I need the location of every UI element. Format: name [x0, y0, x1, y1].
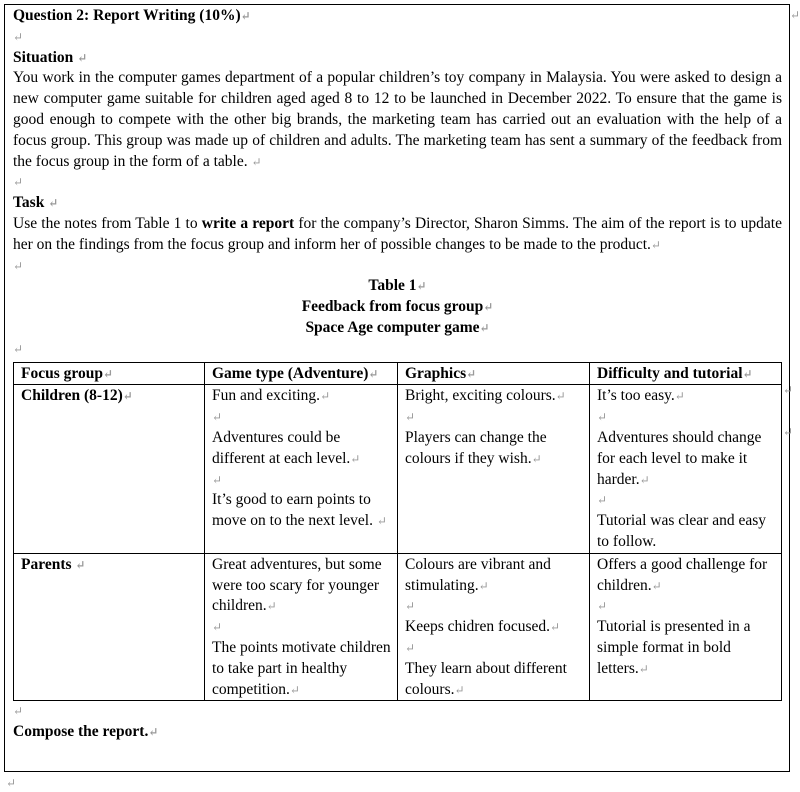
- cell-game-type: Great adventures, but some were too scary for younger children.↵ ↵ The points motivate children to take part in healthy competition.↵: [205, 553, 398, 701]
- task-text: Use the notes from Table 1 to write a report for the company’s Director, Sharon Simms. The aim of the report is to update her on the findings from the focus group and inform her of possible changes to be made to the product.↵: [13, 214, 782, 253]
- closing-instruction: Compose the report.↵: [13, 723, 159, 741]
- cell-difficulty: It’s too easy.↵ ↵ Adventures should change for each level to make it harder.↵ ↵ Tutorial was clear and easy to follow.: [590, 385, 782, 553]
- row-label-parents: Parents ↵: [14, 553, 205, 701]
- header-focus-group: Focus group↵: [14, 362, 205, 385]
- row-end-mark: ↵: [783, 383, 794, 397]
- question-heading: Question 2: Report Writing (10%)↵: [13, 7, 251, 24]
- cell-difficulty: Offers a good challenge for children.↵ ↵ Tutorial is presented in a simple format in bold letters.↵: [590, 553, 782, 701]
- row-end-mark: ↵: [790, 8, 800, 22]
- cell-graphics: Colours are vibrant and stimulating.↵ ↵ Keeps chidren focused.↵ ↵ They learn about different colours.↵: [398, 553, 590, 701]
- blank-line: ↵: [13, 258, 24, 273]
- situation-text: You work in the computer games department of a popular children’s toy company in Malaysia. You were asked to design a new computer game suitable for children aged aged 8 to 12 to be launched in December 2022. To ensure that the game is good enough to compete with the other big brands, the marketing team has carried out an evaluation with the help of a focus group. This group was made up of children and adults. The marketing team has sent a summary of the feedback from the focus group in the form of a table. ↵: [13, 69, 782, 170]
- row-end-mark: ↵: [783, 425, 794, 439]
- table-row: [14, 553, 782, 701]
- table-caption-title: Table 1↵: [368, 277, 427, 295]
- table-header-row: [14, 362, 782, 385]
- row-label-children: Children (8-12)↵: [14, 385, 205, 553]
- situation-label: Situation ↵: [13, 48, 88, 66]
- header-game-type: Game type (Adventure)↵: [205, 362, 398, 385]
- blank-line: ↵: [13, 704, 24, 719]
- table-row: [14, 385, 782, 553]
- cell-graphics: Bright, exciting colours.↵ ↵ Players can change the colours if they wish.↵: [398, 385, 590, 553]
- header-difficulty: Difficulty and tutorial↵: [590, 362, 782, 385]
- table-caption-game: Space Age computer game↵: [305, 318, 490, 336]
- blank-line: ↵: [13, 175, 24, 190]
- header-graphics: Graphics↵: [398, 362, 590, 385]
- feedback-table: [13, 362, 782, 702]
- blank-line: ↵: [13, 29, 24, 44]
- task-label: Task ↵: [13, 194, 59, 212]
- table-caption-subtitle: Feedback from focus group↵: [301, 298, 494, 316]
- cell-game-type: Fun and exciting.↵ ↵ Adventures could be different at each level.↵ ↵ It’s good to earn points to move on to the next level. ↵: [205, 385, 398, 553]
- end-paragraph-mark: ↵: [6, 776, 17, 790]
- blank-line: ↵: [13, 341, 24, 356]
- document-body: [13, 6, 782, 743]
